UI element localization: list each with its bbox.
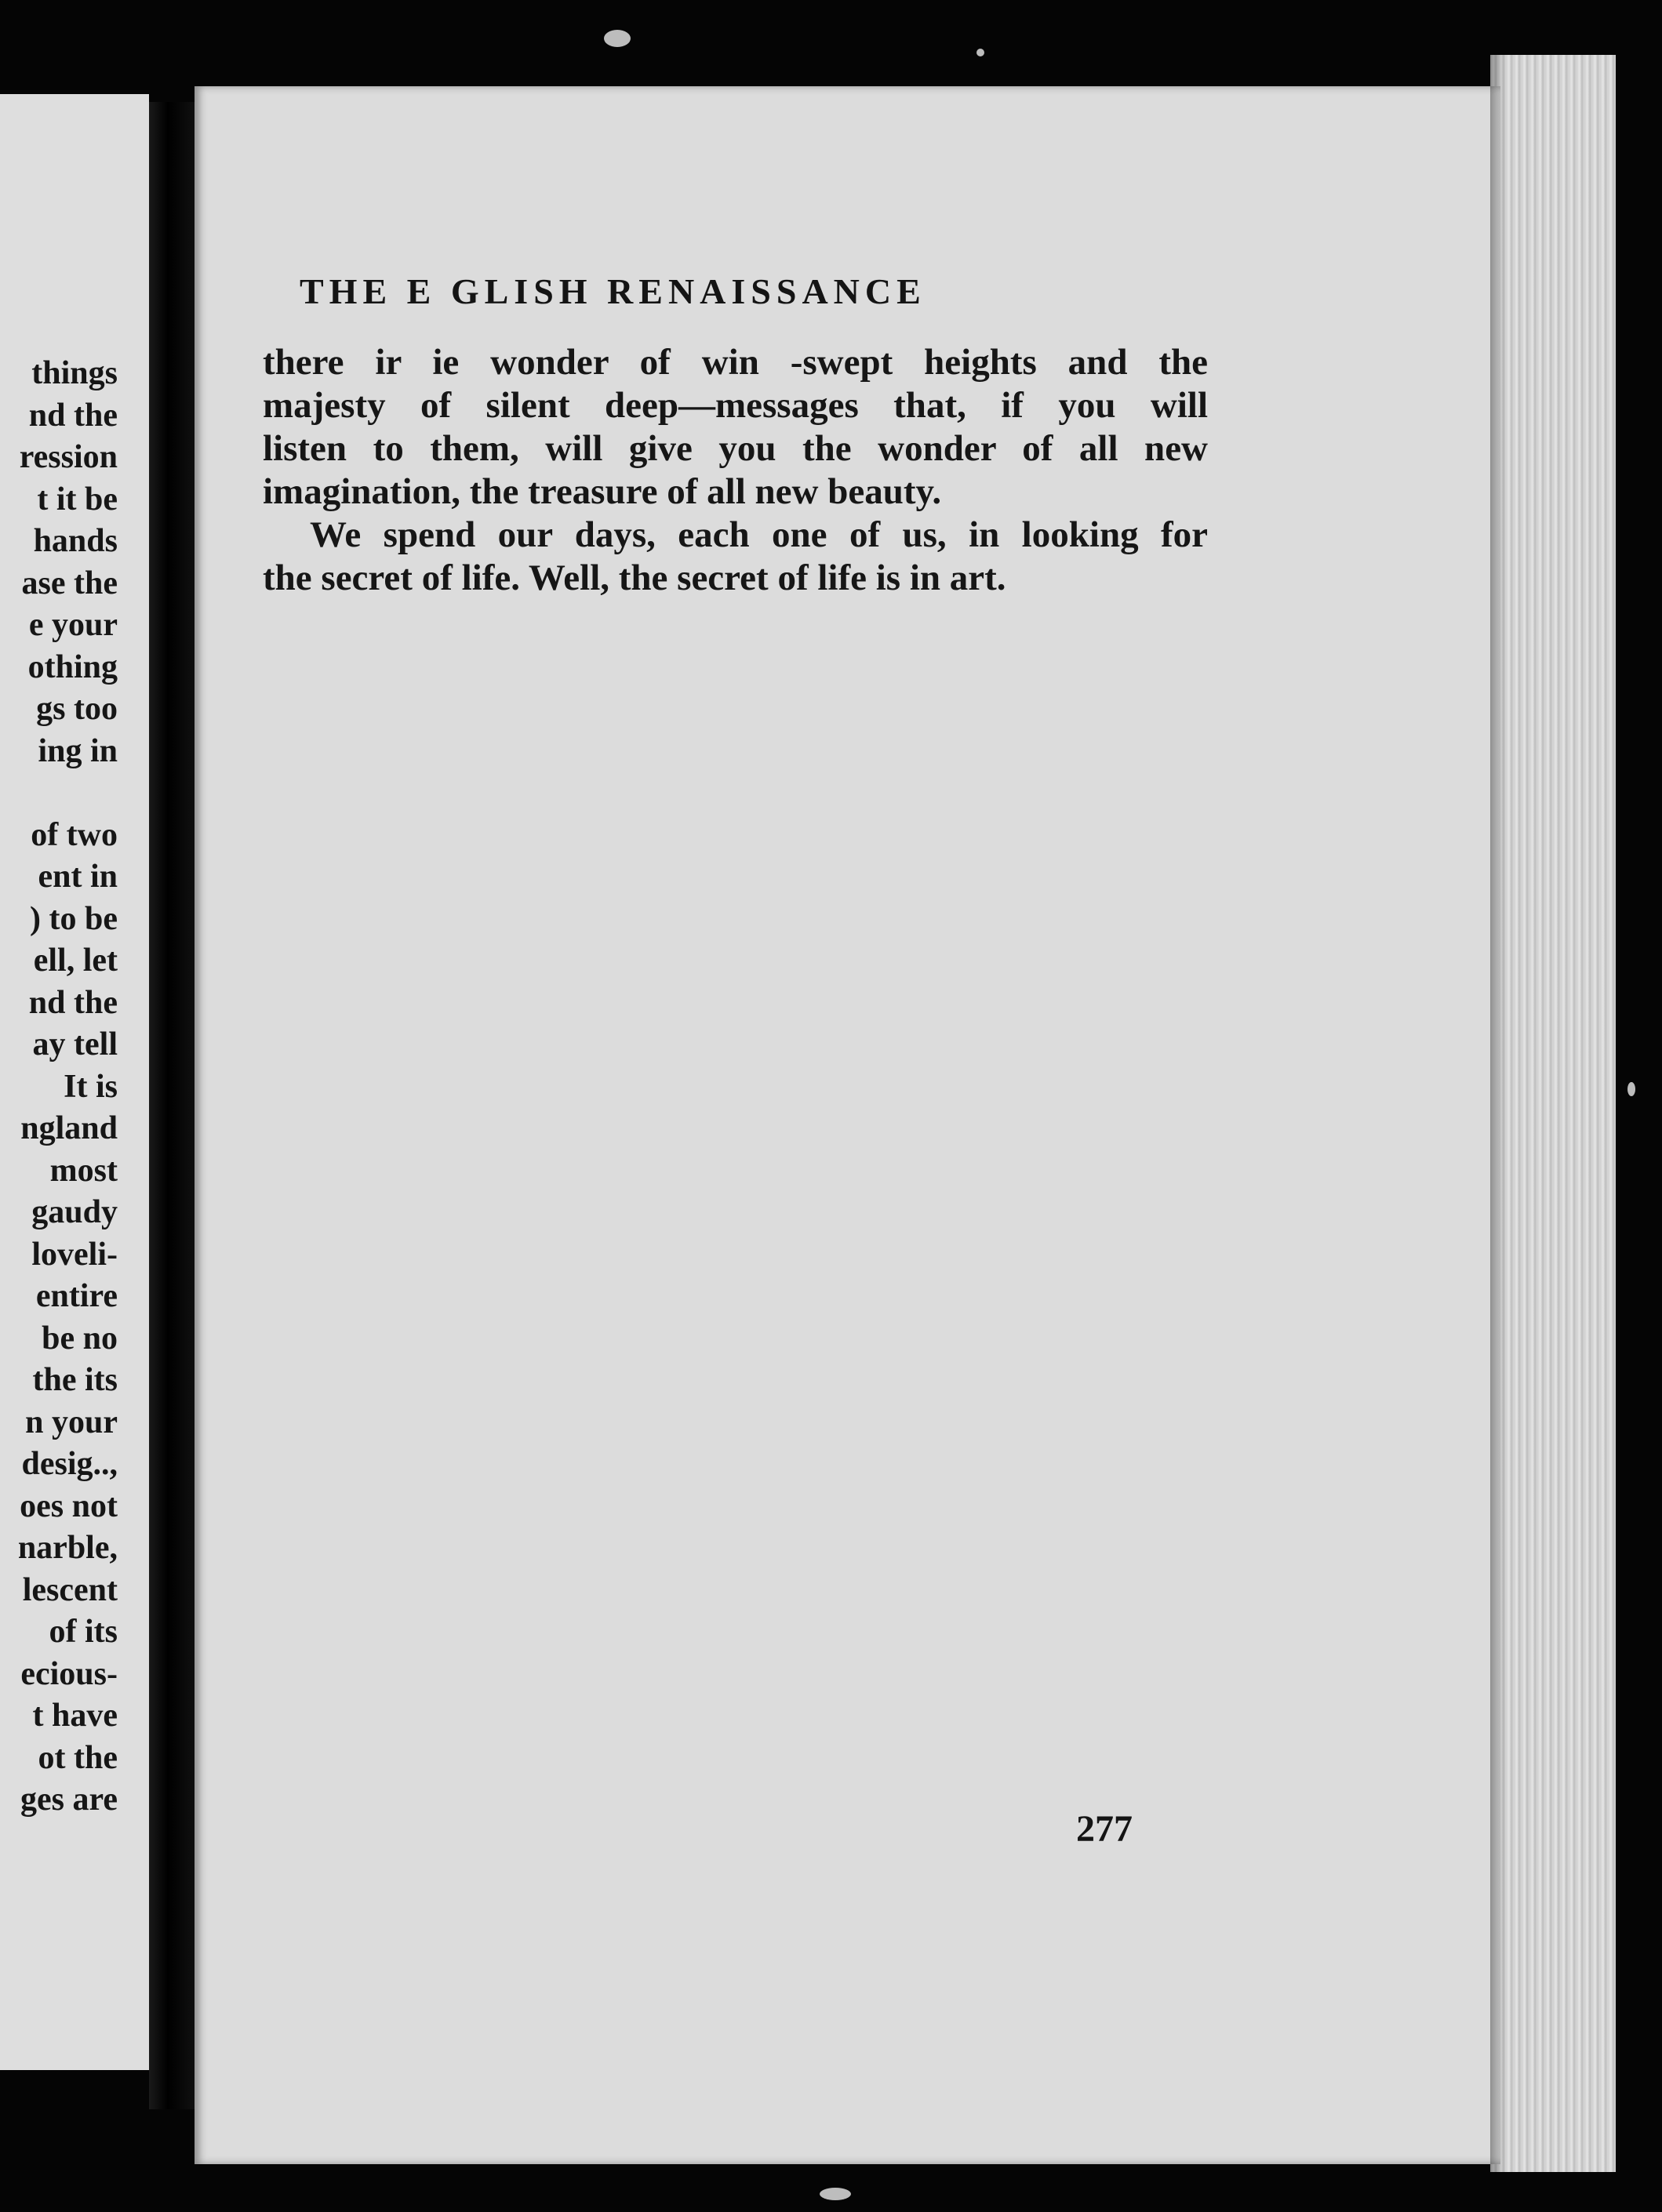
text-line: entire bbox=[35, 1278, 118, 1314]
text-line: the its bbox=[32, 1362, 118, 1398]
text-line: ecious- bbox=[20, 1655, 118, 1692]
previous-page-fragment bbox=[0, 94, 149, 2070]
text-line: of two bbox=[31, 816, 118, 853]
book-gutter bbox=[149, 102, 196, 2109]
text-line: imagination, the treasure of all new beauty. bbox=[263, 471, 942, 512]
text-line: ges are bbox=[20, 1782, 118, 1818]
text-line: n your bbox=[25, 1404, 118, 1440]
paragraph-gap bbox=[0, 772, 118, 815]
text-line: hands bbox=[33, 523, 118, 559]
text-line: nd the bbox=[28, 984, 118, 1021]
text-line: e your bbox=[28, 607, 118, 643]
text-line: narble, bbox=[17, 1530, 118, 1566]
scan-speck bbox=[604, 30, 631, 47]
text-line: ay tell bbox=[32, 1026, 118, 1062]
page-body bbox=[263, 341, 1208, 600]
text-line: ot the bbox=[38, 1739, 118, 1776]
text-line: We spend our days, each one of us, in looking for bbox=[310, 514, 1208, 555]
text-line: ression bbox=[19, 439, 118, 475]
text-line: t have bbox=[32, 1698, 118, 1734]
text-line: ) to be bbox=[30, 900, 118, 937]
text-line: t it be bbox=[37, 481, 118, 518]
text-line: majesty of silent deep—messages that, if you will bbox=[263, 385, 1208, 426]
text-line: gs too bbox=[36, 691, 118, 727]
text-line: things bbox=[31, 355, 118, 391]
text-line: listen to them, will give you the wonder of all new bbox=[263, 428, 1208, 469]
text-line: It is bbox=[64, 1068, 118, 1105]
scan-speck bbox=[1627, 1082, 1635, 1096]
page-edges bbox=[1490, 55, 1616, 2172]
previous-page-text bbox=[0, 353, 118, 1822]
text-line: lescent bbox=[22, 1571, 118, 1608]
text-line: desig.., bbox=[21, 1446, 118, 1482]
text-line: ing in bbox=[38, 732, 118, 769]
text-line: of its bbox=[49, 1614, 118, 1650]
text-line: nd the bbox=[28, 397, 118, 434]
running-head: THE E GLISH RENAISSANCE bbox=[300, 271, 926, 311]
text-line: be no bbox=[42, 1320, 118, 1357]
text-line: ngland bbox=[20, 1110, 118, 1146]
text-line: most bbox=[49, 1152, 118, 1189]
text-line: ell, let bbox=[33, 943, 118, 979]
page-number: 277 bbox=[1076, 1808, 1133, 1850]
text-line: there ir ie wonder of win -swept heights and the bbox=[263, 342, 1208, 383]
scan-speck bbox=[976, 49, 984, 56]
text-line: loveli- bbox=[31, 1236, 118, 1273]
text-line: ase the bbox=[21, 565, 118, 601]
text-line: ent in bbox=[38, 859, 118, 895]
text-line: oes not bbox=[20, 1487, 118, 1524]
page-edge-shadow bbox=[1490, 55, 1506, 2172]
scan-speck bbox=[820, 2188, 851, 2200]
text-line: gaudy bbox=[31, 1194, 118, 1230]
text-line: othing bbox=[27, 648, 118, 685]
text-line: the secret of life. Well, the secret of life is in art. bbox=[263, 558, 1006, 598]
